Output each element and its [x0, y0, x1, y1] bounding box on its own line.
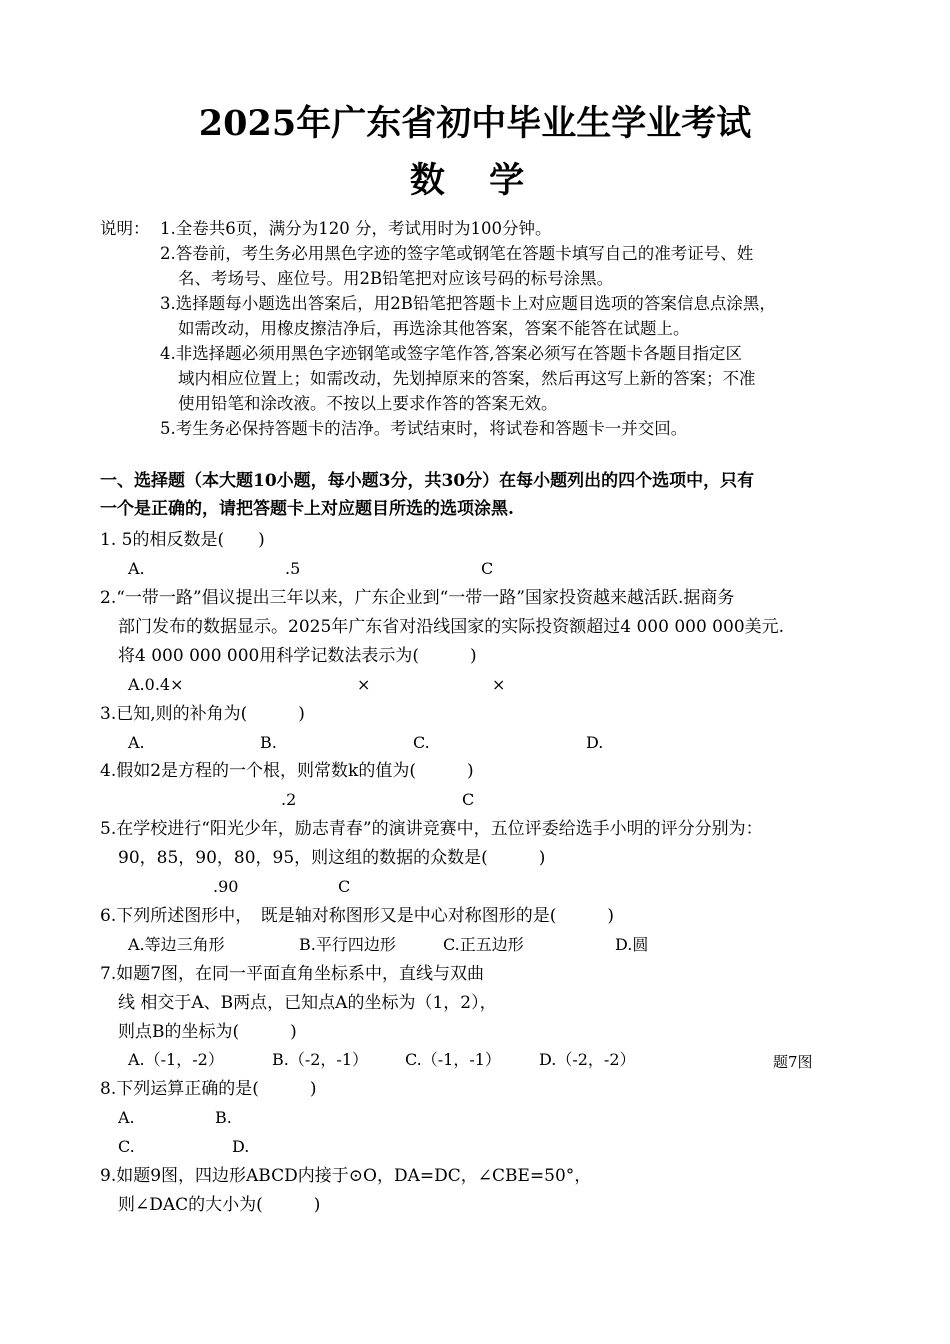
question-7-stem: 则点B的坐标为( ): [118, 1022, 297, 1042]
question-3-option-c: C.: [413, 733, 430, 752]
question-7-stem: 线 相交于A、B两点，已知点A的坐标为（1，2），: [118, 993, 497, 1013]
question-5-option-c: C: [338, 877, 351, 896]
section-heading-line: 一、选择题（本大题10小题，每小题3分，共30分）在每小题列出的四个选项中，只有: [100, 471, 755, 491]
question-7-stem: 7.如题7图，在同一平面直角坐标系中，直线与双曲: [100, 964, 485, 984]
question-8-option-d: D.: [232, 1137, 250, 1156]
question-2-option-b: ×: [357, 675, 371, 694]
question-6-stem: 6.下列所述图形中， 既是轴对称图形又是中心对称图形的是( ): [100, 906, 614, 926]
instruction-text: 1.全卷共6页，满分为120 分，考试用时为100分钟。: [160, 219, 552, 238]
instruction-line: 4.非选择题必须用黑色字迹钢笔或签字笔作答,答案必须写在答题卡各题目指定区: [160, 344, 742, 363]
question-7-option-b: B.（-2，-1）: [272, 1050, 369, 1069]
question-3-option-b: B.: [260, 733, 277, 752]
instruction-line: 如需改动，用橡皮擦洁净后，再选涂其他答案，答案不能答在试题上。: [178, 319, 690, 338]
instructions: [100, 216, 880, 441]
exam-title: 2025年广东省初中毕业生学业考试: [198, 103, 752, 144]
question-7-option-c: C.（-1，-1）: [405, 1050, 501, 1069]
question-8-option-c: C.: [118, 1137, 135, 1156]
question-6-option-a: A.等边三角形: [128, 935, 225, 954]
question-2-stem: 将4 000 000 000用科学记数法表示为( ): [118, 646, 477, 666]
question-6-option-b: B.平行四边形: [299, 935, 396, 954]
question-1-stem: 1. 5的相反数是( ): [100, 530, 265, 550]
question-2-stem: 部门发布的数据显示。2025年广东省对沿线国家的实际投资额超过4 000 000 000美元.: [118, 617, 785, 637]
instruction-line: 2.答卷前，考生务必用黑色字迹的签字笔或钢笔在答题卡填写自己的准考证号、姓: [160, 244, 754, 263]
question-5-stem: 90，85，90，80，95，则这组的数据的众数是( ): [118, 848, 546, 868]
question-2-stem: 2.“一带一路”倡议提出三年以来，广东企业到“一带一路”国家投资越来越活跃.据商务: [100, 588, 735, 608]
question-7-option-d: D.（-2，-2）: [539, 1050, 636, 1069]
question-3-option-a: A.: [128, 733, 145, 752]
instruction-line: 5.考生务必保持答题卡的洁净。考试结束时，将试卷和答题卡一并交回。: [160, 419, 688, 438]
question-6-option-c: C.正五边形: [443, 935, 524, 954]
question-8-option-a: A.: [118, 1108, 135, 1127]
question-4-option-b: .2: [281, 790, 297, 809]
question-3-option-d: D.: [586, 733, 604, 752]
question-8-stem: 8.下列运算正确的是( ): [100, 1079, 317, 1099]
instruction-prefix: 说明：: [100, 219, 150, 238]
question-1-option-c: C: [481, 559, 494, 578]
question-1-option-b: .5: [285, 559, 301, 578]
question-7-option-a: A.（-1，-2）: [128, 1050, 224, 1069]
question-4-option-c: C: [462, 790, 475, 809]
question-9-stem: 9.如题9图，四边形ABCD内接于⊙O，DA=DC，∠CBE=50°，: [100, 1166, 592, 1186]
instruction-line: 域内相应位置上；如需改动，先划掉原来的答案，然后再这写上新的答案；不准: [178, 369, 756, 388]
question-5-option-b: .90: [213, 877, 239, 896]
figure-7-label: 题7图: [773, 1053, 813, 1071]
question-2-option-a: A.0.4×: [128, 675, 184, 694]
section-heading-line: 一个是正确的，请把答题卡上对应题目所选的选项涂黑.: [100, 499, 514, 519]
question-3-stem: 3.已知,则的补角为( ): [100, 704, 305, 724]
question-8-option-b: B.: [215, 1108, 232, 1127]
question-4-stem: 4.假如2是方程的一个根，则常数k的值为( ): [100, 761, 474, 781]
instruction-line: 使用铅笔和涂改液。不按以上要求作答的答案无效。: [178, 394, 558, 413]
question-6-option-d: D.圆: [615, 935, 649, 954]
question-2-option-c: ×: [492, 675, 506, 694]
instruction-line: 名、考场号、座位号。用2B铅笔把对应该号码的标号涂黑。: [178, 269, 614, 288]
instruction-line: [100, 216, 880, 241]
subject-title: 数 学: [409, 160, 541, 201]
question-5-stem: 5.在学校进行“阳光少年，励志青春”的演讲竞赛中，五位评委给选手小明的评分分别为：: [100, 819, 763, 839]
section-heading: [100, 467, 860, 523]
question-9-stem: 则∠DAC的大小为( ): [118, 1195, 321, 1215]
instruction-line: 3.选择题每小题选出答案后，用2B铅笔把答题卡上对应题目选项的答案信息点涂黑，: [160, 294, 776, 313]
question-1-option-a: A.: [128, 559, 145, 578]
